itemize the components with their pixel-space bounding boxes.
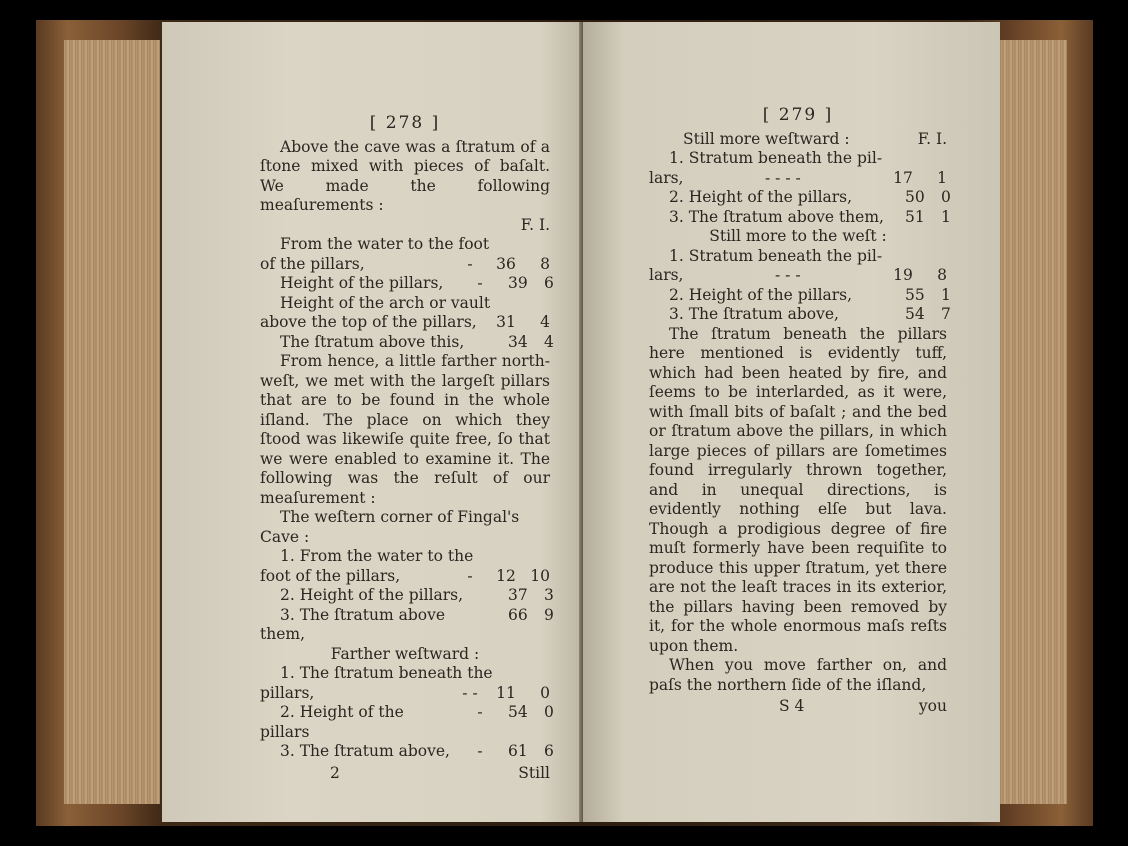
measurement-row: foot of the pillars, - 12 10 bbox=[260, 566, 550, 585]
measurement-row: above the top of the pillars, 31 4 bbox=[260, 313, 550, 331]
measurement-row: lars, - - - - 17 1 bbox=[649, 168, 947, 187]
measurement-row: of the pillars, - 36 8 bbox=[260, 254, 550, 273]
measurement-list bbox=[260, 547, 554, 645]
measurement-row: pillars, - - 11 0 bbox=[260, 683, 550, 702]
measurement-row: 3. The ſtratum above, 54 7 bbox=[669, 305, 951, 323]
page-footer bbox=[649, 697, 947, 717]
subheading: Farther weſtward : bbox=[330, 644, 480, 663]
column-header: F. I. bbox=[917, 129, 947, 148]
signature-mark: 2 bbox=[330, 763, 340, 782]
book bbox=[36, 20, 1093, 826]
subheading: The weſtern corner of Fingal's Cave : bbox=[260, 508, 520, 546]
measurement-list bbox=[260, 664, 554, 762]
body-paragraph: The ſtratum beneath the pillars here mentioned is evidently tuff, which had been heated by fire, and ſeems to be interlarded, as it were, with ſmall bits of baſalt ; and the bed or ſtratum above the pillars, in which large pieces of pillars are ſometimes found irregularly thrown together, and in unequal directions, is evidently nothing elſe but lava. Though a prodigious degree of fire muſt formerly have been requiſite to produce this upper ſtratum, yet there are not the leaſt traces in its exterior, the pillars having been removed by it, for the whole enormous maſs reſts upon them. bbox=[649, 324, 947, 655]
measurement-list bbox=[649, 149, 951, 227]
page-number-header: [ 279 ] bbox=[762, 105, 834, 125]
measurement-row: 2. Height of the pillars - 54 0 bbox=[260, 703, 554, 741]
measurement-label: 1. The ſtratum beneath the bbox=[280, 664, 493, 682]
left-page-edges bbox=[64, 40, 160, 804]
measurement-list bbox=[649, 246, 951, 325]
measurement-row: lars, - - - 19 8 bbox=[649, 266, 947, 284]
intro-paragraph: Above the cave was a ſtratum of a ſtone mixed with pieces of baſalt. We made the following meaſurements : bbox=[260, 137, 550, 214]
measurement-row: 3. The ſtratum above them, 66 9 bbox=[260, 605, 554, 643]
measurement-list bbox=[260, 235, 554, 352]
right-page-text bbox=[649, 105, 951, 717]
measurement-row: Height of the pillars, - 39 6 bbox=[280, 274, 554, 292]
body-paragraph: From hence, a little farther north-weſt, we met with the largeſt pillars that are to be found in the whole iſland. The place on which they ſtood was likewiſe quite free, ſo that we were enabled to examine it. The following was the reſult of our meaſurement : bbox=[260, 352, 550, 507]
catchword: Still bbox=[518, 763, 550, 782]
measurement-row: 2. Height of the pillars, 50 0 bbox=[669, 188, 951, 206]
measurement-label: 1. Stratum beneath the pil- bbox=[669, 246, 883, 265]
body-paragraph: When you move farther on, and paſs the northern ſide of the iſland, bbox=[649, 656, 947, 694]
left-page-text bbox=[260, 113, 554, 783]
column-header: F. I. bbox=[520, 215, 550, 234]
subheading: Still more to the weſt : bbox=[709, 227, 887, 245]
subheading-row: Still more weſtward : F. I. bbox=[683, 129, 947, 148]
page-number-header: [ 278 ] bbox=[369, 113, 441, 133]
right-page bbox=[583, 22, 1000, 822]
left-page bbox=[162, 22, 583, 822]
page-footer bbox=[260, 764, 550, 784]
measurement-label: 1. From the water to the bbox=[280, 547, 474, 565]
measurement-row: 2. Height of the pillars, 55 1 bbox=[669, 285, 951, 304]
measurement-row: 3. The ſtratum above them, 51 1 bbox=[669, 207, 951, 226]
measurement-row: 2. Height of the pillars, 37 3 bbox=[280, 586, 554, 604]
signature-mark: S 4 bbox=[779, 697, 805, 715]
measurement-label: Height of the arch or vault bbox=[280, 293, 491, 312]
catchword: you bbox=[918, 697, 947, 715]
measurement-label: From the water to the foot bbox=[280, 235, 490, 253]
measurement-row: The ſtratum above this, 34 4 bbox=[280, 332, 554, 351]
measurement-row: 3. The ſtratum above, - 61 6 bbox=[280, 742, 554, 760]
measurement-label: 1. Stratum beneath the pil- bbox=[669, 149, 883, 167]
